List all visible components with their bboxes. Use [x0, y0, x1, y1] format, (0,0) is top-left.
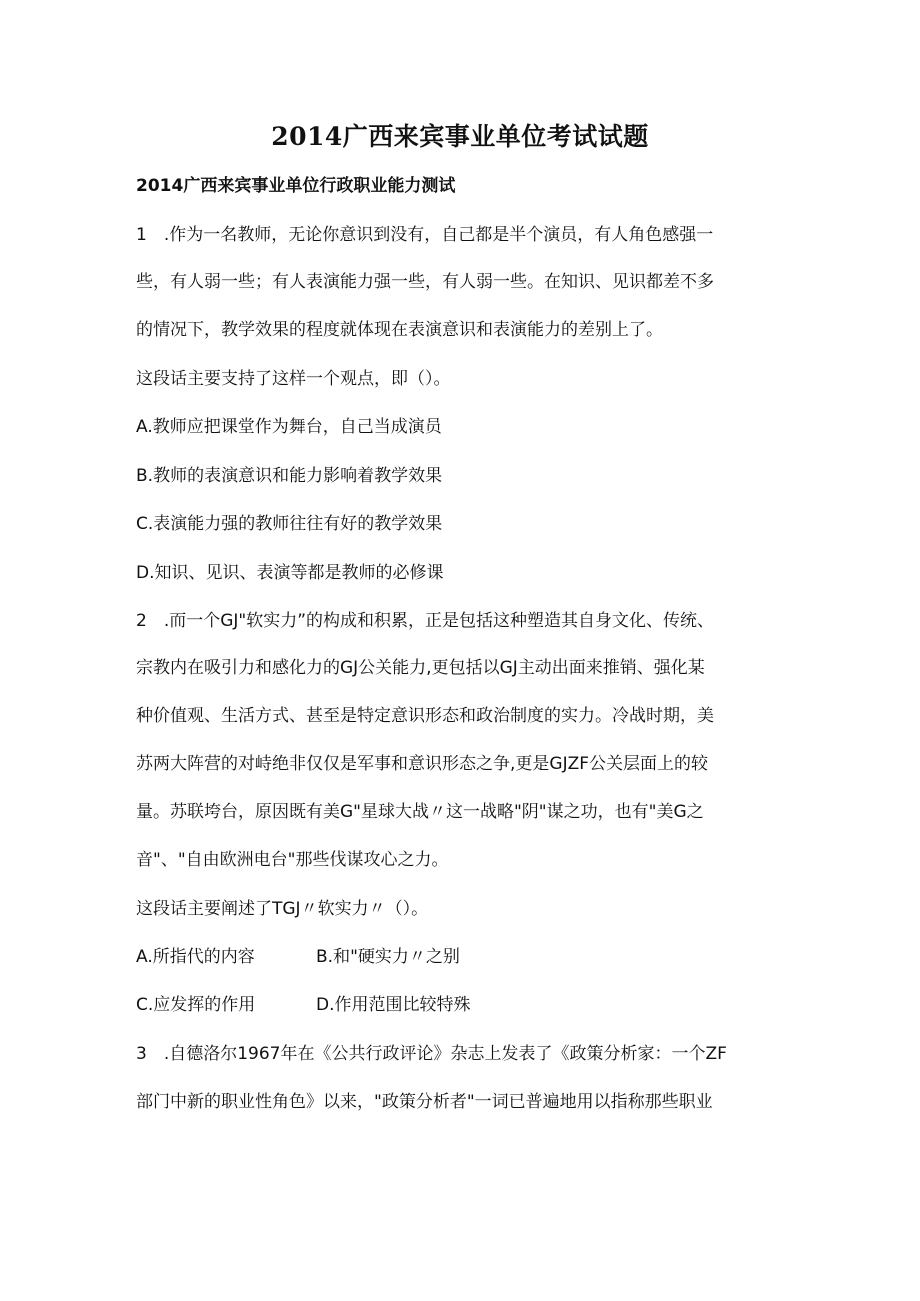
- question-3-line-2: 部门中新的职业性角色》以来，"政策分析者"一词已普遍地用以指称那些职业: [136, 1092, 713, 1112]
- question-1-line-2: 些，有人弱一些；有人表演能力强一些，有人弱一些。在知识、见识都差不多: [136, 272, 714, 292]
- question-2-option-a: A.所指代的内容: [136, 947, 255, 967]
- question-1-option-b: B.教师的表演意识和能力影响着教学效果: [136, 466, 443, 486]
- document-title: 2014广西来宾事业单位考试试题: [271, 122, 649, 151]
- question-2-option-c: C.应发挥的作用: [136, 995, 256, 1015]
- question-2-line-6: 音"、"自由欧洲电台"那些伐谋攻心之力。: [136, 850, 449, 870]
- document-subtitle: 2014广西来宾事业单位行政职业能力测试: [136, 176, 456, 196]
- question-1-option-a: A.教师应把课堂作为舞台，自己当成演员: [136, 417, 442, 437]
- question-1-line-3: 的情况下，教学效果的程度就体现在表演意识和表演能力的差别上了。: [136, 320, 663, 340]
- question-2-line-1: 2 .而一个GJ"软实力”的构成和积累，正是包括这种塑造其自身文化、传统、: [136, 611, 715, 631]
- question-1-prompt: 这段话主要支持了这样一个观点，即（）。: [136, 369, 451, 389]
- question-2-line-5: 量。苏联垮台，原因既有美G"星球大战〃这一战略"阴"谋之功，也有"美G之: [136, 802, 704, 822]
- question-1-option-d: D.知识、见识、表演等都是教师的必修课: [136, 563, 444, 583]
- question-1-line-1: 1 .作为一名教师，无论你意识到没有，自己都是半个演员，有人角色感强一: [136, 225, 714, 245]
- question-2-option-d: D.作用范围比较特殊: [316, 995, 471, 1015]
- question-3-line-1: 3 .自德洛尔1967年在《公共行政评论》杂志上发表了《政策分析家：一个ZF: [136, 1044, 727, 1064]
- question-2-prompt: 这段话主要阐述了TGJ〃软实力〃（）。: [136, 899, 429, 919]
- question-2-line-3: 种价值观、生活方式、甚至是特定意识形态和政治制度的实力。冷战时期，美: [136, 706, 714, 726]
- question-2-option-b: B.和"硬实力〃之别: [316, 947, 460, 967]
- question-1-option-c: C.表演能力强的教师往往有好的教学效果: [136, 514, 443, 534]
- question-2-line-4: 苏两大阵营的对峙绝非仅仅是军事和意识形态之争,更是GJZF公关层面上的较: [136, 754, 709, 774]
- question-2-line-2: 宗教内在吸引力和感化力的GJ公关能力,更包括以GJ主动出面来推销、强化某: [136, 658, 705, 678]
